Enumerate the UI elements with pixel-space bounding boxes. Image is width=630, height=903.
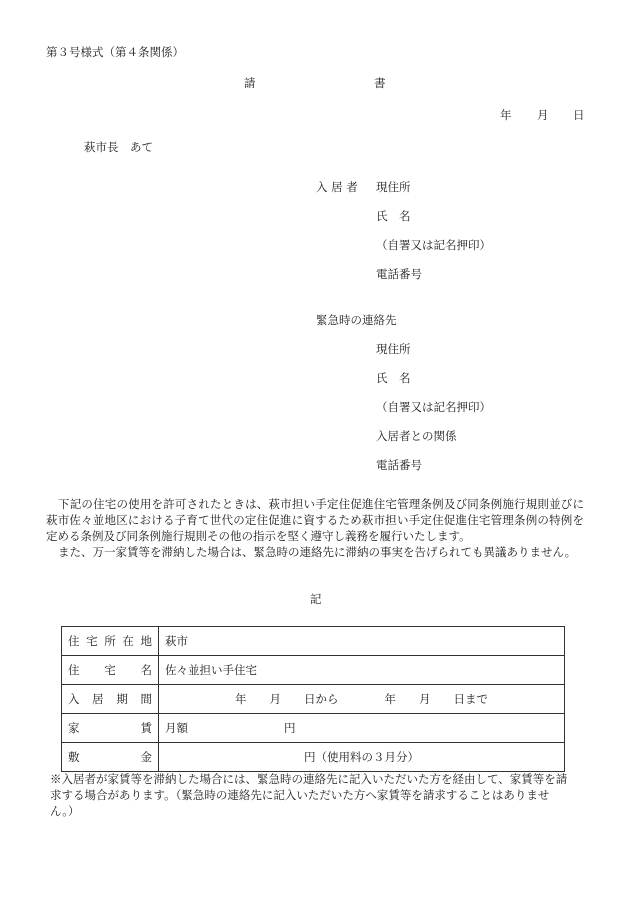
housing-name-value: 佐々並担い手住宅 bbox=[159, 656, 565, 685]
note: ※入居者が家賃等を滞納した場合には、緊急時の連絡先に記入いただいた方を経由して、家賃等を請求する場合があります。（緊急時の連絡先に記入いただいた方へ家賃等を請求することはありません。） bbox=[50, 772, 568, 818]
emergency-address-label: 現住所 bbox=[376, 342, 411, 356]
ki-heading: 記 bbox=[310, 592, 322, 606]
label-text bbox=[68, 749, 152, 765]
resident-name-label: 氏 名 bbox=[376, 209, 411, 223]
label-char: 間 bbox=[140, 692, 152, 706]
form-number: 第３号様式（第４条関係） bbox=[46, 45, 184, 59]
label-char: 在 bbox=[122, 634, 134, 648]
label-char: 所 bbox=[104, 634, 116, 648]
table-row bbox=[62, 685, 565, 714]
resident-heading: 入 居 者 bbox=[316, 180, 358, 194]
label-char: 名 bbox=[140, 663, 152, 677]
period-value: 年 月 日から 年 月 日まで bbox=[159, 685, 565, 714]
document-title-left: 請 bbox=[244, 76, 256, 90]
table-row bbox=[62, 656, 565, 685]
housing-details-table bbox=[61, 626, 565, 772]
label-text bbox=[68, 633, 152, 649]
row-label-period bbox=[62, 685, 159, 714]
row-label-deposit bbox=[62, 743, 159, 772]
document-title-right: 書 bbox=[374, 76, 386, 90]
location-value: 萩市 bbox=[159, 627, 565, 656]
label-char: 居 bbox=[92, 692, 104, 706]
resident-address-label: 現住所 bbox=[376, 180, 411, 194]
pledge-paragraph: 下記の住宅の使用を許可されたときは、萩市担い手定住促進住宅管理条例及び同条例施行規則並びに萩市佐々並地区における子育て世代の定住促進に資するため萩市担い手定住促進住宅管理条例の特例を定める条例及び同条例施行規則その他の指示を堅く遵守し義務を履行いたします。 bbox=[46, 497, 584, 543]
label-text bbox=[68, 662, 152, 678]
table-row bbox=[62, 743, 565, 772]
rent-suffix: 円 bbox=[284, 721, 296, 735]
rent-value bbox=[159, 714, 565, 743]
label-char: 金 bbox=[140, 750, 152, 764]
arrears-paragraph: また、万一家賃等を滞納した場合は、緊急時の連絡先に滞納の事実を告げられても異議ありません。 bbox=[58, 545, 577, 559]
label-text bbox=[68, 691, 152, 707]
label-char: 宅 bbox=[86, 634, 98, 648]
resident-phone-label: 電話番号 bbox=[376, 267, 422, 281]
label-char: 期 bbox=[116, 692, 128, 706]
emergency-name-label: 氏 名 bbox=[376, 371, 411, 385]
label-char: 住 bbox=[68, 663, 80, 677]
label-char: 宅 bbox=[104, 663, 116, 677]
emergency-contact-heading: 緊急時の連絡先 bbox=[316, 313, 397, 327]
date-year: 年 bbox=[500, 108, 512, 122]
label-char: 地 bbox=[140, 634, 152, 648]
emergency-relation-label: 入居者との関係 bbox=[376, 429, 457, 443]
label-char: 住 bbox=[68, 634, 80, 648]
label-char: 敷 bbox=[68, 750, 80, 764]
row-label-rent bbox=[62, 714, 159, 743]
emergency-phone-label: 電話番号 bbox=[376, 458, 422, 472]
label-char: 家 bbox=[68, 721, 80, 735]
label-char: 賃 bbox=[140, 721, 152, 735]
date-month: 月 bbox=[537, 108, 549, 122]
addressee: 萩市長 あて bbox=[84, 140, 153, 154]
resident-seal-note: （自署又は記名押印） bbox=[376, 238, 491, 252]
table-row bbox=[62, 714, 565, 743]
emergency-seal-note: （自署又は記名押印） bbox=[376, 400, 491, 414]
date-day: 日 bbox=[573, 108, 585, 122]
row-label-location bbox=[62, 627, 159, 656]
table-row bbox=[62, 627, 565, 656]
rent-prefix: 月額 bbox=[165, 721, 188, 735]
row-label-housing-name bbox=[62, 656, 159, 685]
label-char: 入 bbox=[68, 692, 80, 706]
label-text bbox=[68, 720, 152, 736]
deposit-value: 円（使用料の３月分） bbox=[159, 743, 565, 772]
